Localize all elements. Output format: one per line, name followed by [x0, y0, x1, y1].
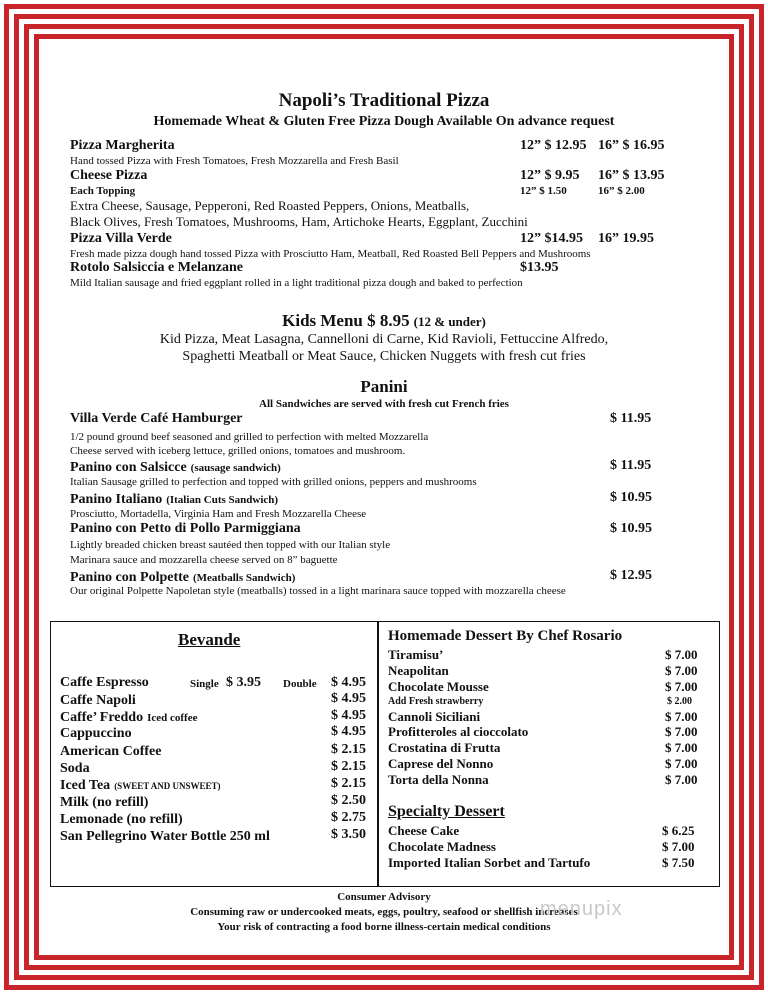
specialty-dessert-price: $ 7.00: [662, 839, 695, 854]
espresso-single-label: Single: [190, 678, 219, 690]
bevanda-name: Iced Tea: [60, 778, 111, 793]
dessert-price: $ 7.00: [665, 740, 698, 755]
espresso-double-label: Double: [283, 678, 317, 690]
bevanda-price: $ 2.75: [331, 810, 366, 825]
kids-menu-line-1: Kid Pizza, Meat Lasagna, Cannelloni di Carne, Kid Ravioli, Fettuccine Alfredo,: [159, 332, 609, 347]
salsicce-heading: [70, 458, 281, 476]
italiano-name: Panino Italiano: [70, 492, 163, 507]
specialty-dessert-title: Specialty Dessert: [388, 803, 505, 820]
salsicce-name: Panino con Salsicce: [70, 460, 187, 475]
pollo-desc-2: Marinara sauce and mozzarella cheese served on 8” baguette: [70, 554, 338, 566]
rotolo-name: Rotolo Salsiccia e Melanzane: [70, 260, 244, 275]
bevanda-row: [60, 724, 132, 742]
topping-list-line-2: Black Olives, Fresh Tomatoes, Mushrooms, Ham, Artichoke Hearts, Eggplant, Zucchini: [70, 214, 528, 229]
dessert-price: $ 7.00: [665, 724, 698, 739]
pizza-villa-verde-name: Pizza Villa Verde: [70, 231, 172, 246]
kids-menu-note: (12 & under): [413, 314, 486, 329]
bevanda-name: Milk (no refill): [60, 795, 149, 810]
hamburger-desc-2: Cheese served with iceberg lettuce, grilled onions, tomatoes and mushroom.: [70, 445, 406, 457]
salsicce-price: $ 11.95: [610, 458, 652, 473]
bevanda-price: $ 2.15: [331, 759, 366, 774]
dessert-price: $ 7.00: [665, 756, 698, 771]
bevanda-row: [60, 742, 161, 760]
topping-list-line-1: Extra Cheese, Sausage, Pepperoni, Red Roasted Peppers, Onions, Meatballs,: [70, 198, 470, 213]
italiano-note: (Italian Cuts Sandwich): [166, 494, 279, 506]
espresso-double-price: $ 4.95: [331, 675, 366, 690]
bevanda-price: $ 4.95: [331, 724, 366, 739]
hamburger-price: $ 11.95: [610, 411, 652, 426]
menupix-watermark: menupix: [540, 898, 623, 920]
specialty-dessert-name: Imported Italian Sorbet and Tartufo: [388, 855, 591, 870]
specialty-dessert-price: $ 7.50: [662, 855, 695, 870]
dessert-name: Chocolate Mousse: [388, 679, 489, 694]
bevande-title: Bevande: [178, 630, 241, 649]
cheese-pizza-price-12: 12” $ 9.95: [520, 168, 580, 183]
bevanda-name: Soda: [60, 761, 90, 776]
italiano-desc: Prosciutto, Mortadella, Virginia Ham and Fresh Mozzarella Cheese: [70, 508, 367, 520]
bevanda-name: San Pellegrino Water Bottle 250 ml: [60, 829, 270, 844]
pizza-section-subtitle: Homemade Wheat & Gluten Free Pizza Dough Available On advance request: [153, 114, 615, 129]
dessert-price: $ 7.00: [665, 772, 698, 787]
espresso-single-price: $ 3.95: [226, 675, 261, 690]
italiano-price: $ 10.95: [610, 490, 652, 505]
bevanda-row: [60, 827, 270, 845]
hamburger-name: Villa Verde Café Hamburger: [70, 411, 243, 426]
dessert-price: $ 7.00: [665, 647, 698, 662]
bevanda-name: Caffe Napoli: [60, 693, 136, 708]
rotolo-desc: Mild Italian sausage and fried eggplant rolled in a light traditional pizza dough and baked to perfection: [70, 277, 523, 289]
pollo-name: Panino con Petto di Pollo Parmiggiana: [70, 521, 301, 536]
polpette-heading: [70, 568, 295, 586]
salsicce-note: (sausage sandwich): [190, 462, 281, 474]
panini-subtitle: All Sandwiches are served with fresh cut French fries: [259, 398, 509, 410]
dessert-name: Caprese del Nonno: [388, 756, 494, 771]
dessert-name: Neapolitan: [388, 663, 449, 678]
dessert-name: Cannoli Siciliani: [388, 709, 481, 724]
polpette-desc: Our original Polpette Napoletan style (meatballs) tossed in a light marinara sauce topped with mozzarella cheese: [70, 585, 566, 597]
dessert-name: Crostatina di Frutta: [388, 740, 501, 755]
each-topping-price-16: 16” $ 2.00: [598, 185, 645, 197]
bevanda-name: Lemonade (no refill): [60, 812, 183, 827]
bevanda-name: Caffe’ Freddo: [60, 710, 144, 725]
polpette-note: (Meatballs Sandwich): [193, 572, 296, 584]
pizza-margherita-price-16: 16” $ 16.95: [598, 138, 665, 153]
pollo-desc-1: Lightly breaded chicken breast sautéed then topped with our Italian style: [70, 539, 391, 551]
dessert-name: Tiramisu’: [388, 647, 444, 662]
bevanda-name: Cappuccino: [60, 726, 132, 741]
bevanda-row: [60, 793, 148, 811]
dessert-price: $ 7.00: [665, 679, 698, 694]
pollo-price: $ 10.95: [610, 521, 652, 536]
bevanda-price: $ 2.15: [331, 742, 366, 757]
bevanda-price: $ 2.15: [331, 776, 366, 791]
pizza-section-title: Napoli’s Traditional Pizza: [278, 90, 490, 111]
advisory-line-2: Your risk of contracting a food borne illness-certain medical conditions: [217, 921, 551, 933]
each-topping-price-12: 12” $ 1.50: [520, 185, 567, 197]
bevanda-price: $ 2.50: [331, 793, 366, 808]
advisory-title: Consumer Advisory: [337, 891, 431, 903]
bevanda-price: $ 4.95: [331, 691, 366, 706]
hamburger-desc-1: 1/2 pound ground beef seasoned and grilled to perfection with melted Mozzarella: [70, 431, 429, 443]
dessert-name: Profitteroles al cioccolato: [388, 724, 529, 739]
kids-menu-line-2: Spaghetti Meatball or Meat Sauce, Chicken Nuggets with fresh cut fries: [182, 349, 586, 364]
specialty-dessert-price: $ 6.25: [662, 823, 695, 838]
dessert-price: $ 7.00: [665, 709, 698, 724]
advisory-line-1: Consuming raw or undercooked meats, eggs, poultry, seafood or shellfish increases: [190, 906, 578, 918]
kids-menu-title: Kids Menu $ 8.95: [282, 311, 410, 330]
bevanda-row: [60, 759, 90, 777]
bevanda-row: [60, 810, 183, 828]
polpette-name: Panino con Polpette: [70, 570, 189, 585]
bevanda-price: $ 4.95: [331, 708, 366, 723]
pizza-villa-verde-desc: Fresh made pizza dough hand tossed Pizza with Prosciutto Ham, Meatball, Red Roasted Bell Peppers and Mushrooms: [70, 248, 591, 260]
italiano-heading: [70, 490, 278, 508]
specialty-dessert-name: Chocolate Madness: [388, 839, 496, 854]
bevanda-name: American Coffee: [60, 744, 162, 759]
dessert-name: Torta della Nonna: [388, 772, 489, 787]
dessert-price: $ 2.00: [667, 696, 692, 707]
dessert-price: $ 7.00: [665, 663, 698, 678]
bevanda-row: [60, 776, 221, 794]
pizza-margherita-desc: Hand tossed Pizza with Fresh Tomatoes, Fresh Mozzarella and Fresh Basil: [70, 155, 399, 167]
each-topping-label: Each Topping: [70, 185, 136, 197]
salsicce-desc: Italian Sausage grilled to perfection and topped with grilled onions, peppers and mushrooms: [70, 476, 477, 488]
dessert-name: Add Fresh strawberry: [388, 696, 484, 707]
pizza-margherita-name: Pizza Margherita: [70, 138, 175, 153]
dessert-title: Homemade Dessert By Chef Rosario: [388, 628, 623, 644]
kids-menu-heading: [0, 311, 768, 331]
cheese-pizza-name: Cheese Pizza: [70, 168, 148, 183]
pizza-margherita-price-12: 12” $ 12.95: [520, 138, 587, 153]
bevanda-note: Iced coffee: [147, 712, 198, 724]
specialty-dessert-name: Cheese Cake: [388, 823, 460, 838]
polpette-price: $ 12.95: [610, 568, 652, 583]
espresso-name: Caffe Espresso: [60, 675, 149, 690]
cheese-pizza-price-16: 16” $ 13.95: [598, 168, 665, 183]
bevanda-note: (SWEET AND UNSWEET): [114, 781, 221, 791]
bevanda-row: [60, 691, 136, 709]
pizza-villa-verde-price-12: 12” $14.95: [520, 231, 583, 246]
panini-title: Panini: [360, 377, 408, 396]
rotolo-price: $13.95: [520, 260, 559, 275]
bevanda-price: $ 3.50: [331, 827, 366, 842]
pizza-villa-verde-price-16: 16” 19.95: [598, 231, 654, 246]
